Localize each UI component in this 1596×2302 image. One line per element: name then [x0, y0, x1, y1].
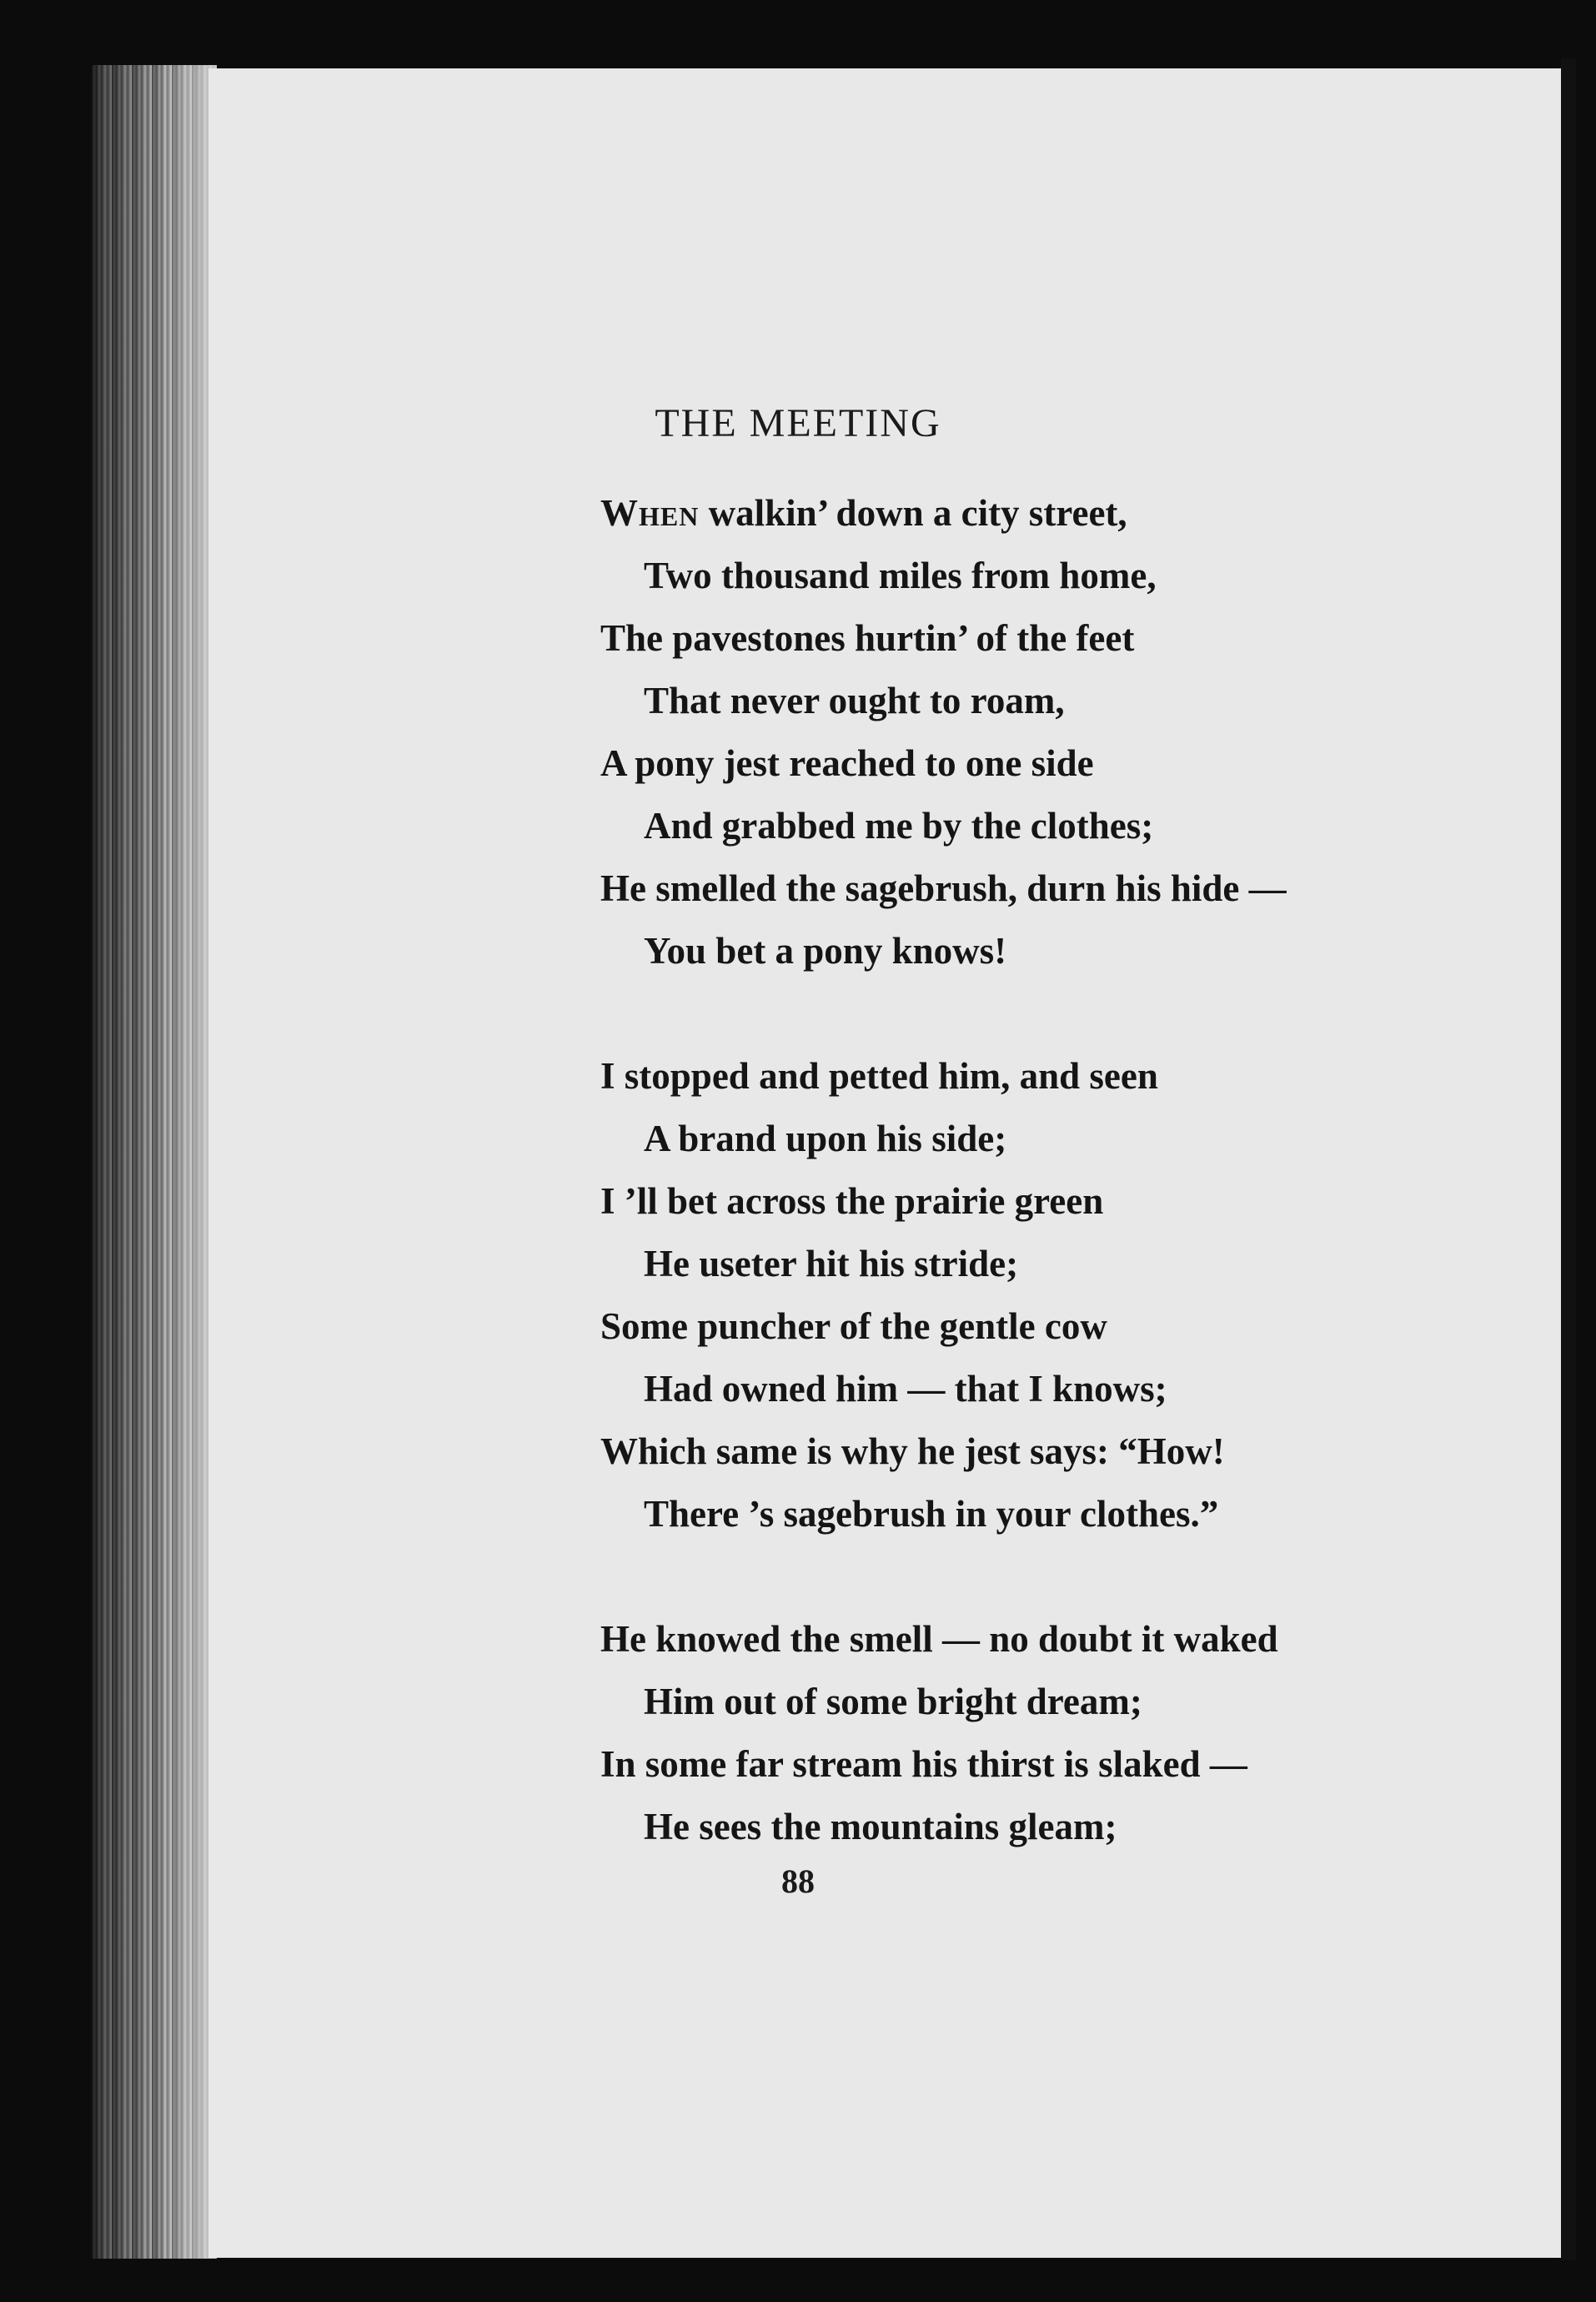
poem-line: Had owned him — that I knows; [644, 1368, 1167, 1410]
book-binding-edge [92, 65, 217, 2259]
drop-word: When [600, 492, 700, 534]
stanza-2 [600, 1045, 1434, 1546]
stanza-1 [600, 482, 1434, 983]
poem-line: I ’ll bet across the prairie green [600, 1180, 1104, 1222]
poem-title: THE MEETING [655, 401, 941, 445]
poem-line: I stopped and petted him, and seen [600, 1055, 1158, 1097]
poem-line [600, 482, 1434, 545]
stanza-3 [600, 1608, 1434, 1858]
poem-line: Some puncher of the gentle cow [600, 1305, 1107, 1347]
poem-line: He knowed the smell — no doubt it waked [600, 1618, 1278, 1660]
poem-line: In some far stream his thirst is slaked — [600, 1743, 1247, 1785]
poem-line: You bet a pony knows! [644, 930, 1007, 972]
poem-line: Two thousand miles from home, [644, 555, 1157, 596]
poem-line: He smelled the sagebrush, durn his hide — [600, 867, 1287, 909]
poem-body [600, 482, 1434, 1921]
page-right-border [1561, 58, 1576, 2260]
line-text: walkin’ down a city street, [699, 492, 1127, 534]
poem-line: He sees the mountains gleam; [644, 1806, 1117, 1847]
poem-line: That never ought to roam, [644, 680, 1065, 721]
poem-line: And grabbed me by the clothes; [644, 805, 1154, 847]
poem-line: Which same is why he jest says: “How! [600, 1430, 1225, 1472]
poem-line: There ’s sagebrush in your clothes.” [644, 1493, 1219, 1535]
poem-line: He useter hit his stride; [644, 1243, 1019, 1284]
poem-line: The pavestones hurtin’ of the feet [600, 617, 1135, 659]
poem-line: A brand upon his side; [644, 1118, 1007, 1159]
poem-line: A pony jest reached to one side [600, 742, 1094, 784]
poem-line: Him out of some bright dream; [644, 1681, 1142, 1722]
page-number: 88 [781, 1862, 815, 1900]
